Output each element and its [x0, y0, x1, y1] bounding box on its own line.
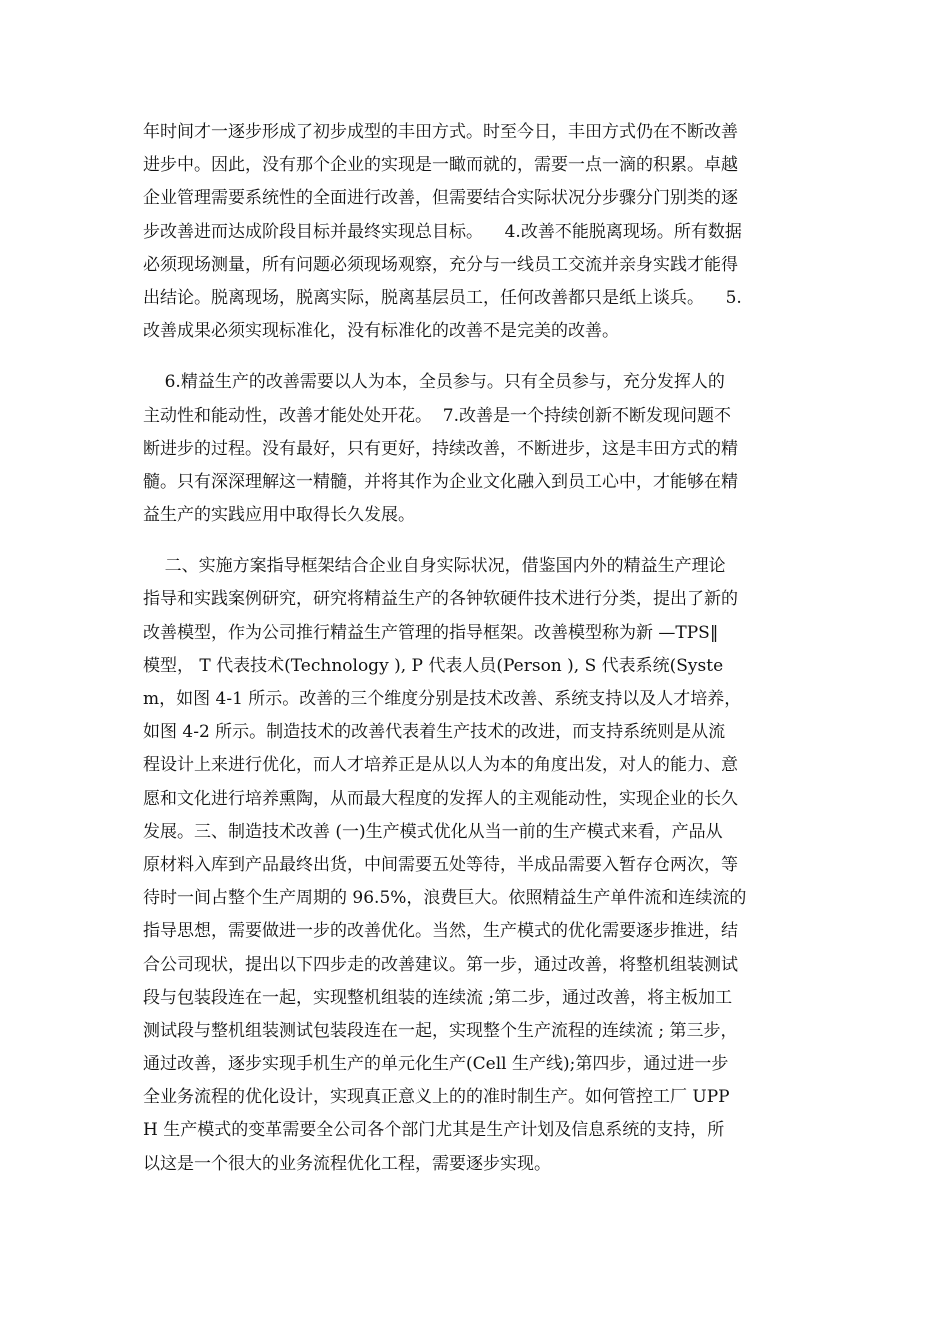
paragraph-gap [143, 532, 807, 550]
text-line: 年时间才一逐步形成了初步成型的丰田方式。时至今日，丰田方式仍在不断改善 [143, 122, 738, 142]
text-line: 合公司现状，提出以下四步走的改善建议。第一步，通过改善，将整机组装测试 [143, 954, 738, 975]
text-line: H 生产模式的变革需要全公司各个部门尤其是生产计划及信息系统的支持，所 [143, 1120, 725, 1141]
text-line: 步改善进而达成阶段目标并最终实现总目标。 4.改善不能脱离现场。所有数据 [143, 221, 742, 242]
text-line: 企业管理需要系统性的全面进行改善，但需要结合实际状况分步骤分门别类的逐 [143, 188, 738, 209]
text-line: 进步中。因此，没有那个企业的实现是一瞰而就的，需要一点一滴的积累。卓越 [143, 155, 738, 176]
text-line: 原材料入库到产品最终出货，中间需要五处等待，半成品需要入暂存仓两次，等 [143, 854, 738, 875]
text-line: 指导思想，需要做进一步的改善优化。当然，生产模式的优化需要逐步推进，结 [143, 921, 738, 942]
document-body [143, 116, 807, 1181]
text-line: 程设计上来进行优化，而人才培养正是从以人为本的角度出发，对人的能力、意 [143, 755, 738, 776]
text-line: 全业务流程的优化设计，实现真正意义上的的准时制生产。如何管控工厂 UPP [143, 1087, 730, 1108]
text-line: 必须现场测量，所有问题必须现场观察，充分与一线员工交流并亲身实践才能得 [143, 254, 738, 275]
text-line: 如图 4-2 所示。制造技术的改善代表着生产技术的改进，而支持系统则是从流 [143, 722, 726, 743]
text-line: m，如图 4-1 所示。改善的三个维度分别是技术改善、系统支持以及人才培养， [143, 689, 742, 709]
paragraph [143, 366, 807, 532]
paragraph [143, 116, 807, 348]
text-line: 模型， T 代表技术(Technology ), P 代表人员(Person ), S 代表系统(Syste [143, 655, 724, 676]
text-line: 指导和实践案例研究，研究将精益生产的各钟软硬件技术进行分类，提出了新的 [143, 589, 738, 610]
text-line: 愿和文化进行培养熏陶，从而最大程度的发挥人的主观能动性，实现企业的长久 [143, 788, 738, 809]
text-line: 测试段与整机组装测试包装段连在一起，实现整个生产流程的连续流 ; 第三步， [143, 1020, 738, 1041]
text-line: 待时一间占整个生产周期的 96.5%，浪费巨大。依照精益生产单件流和连续流的 [143, 888, 747, 909]
text-line: 6.精益生产的改善需要以人为本，全员参与。只有全员参与，充分发挥人的 [143, 372, 725, 393]
text-line: 益生产的实践应用中取得长久发展。 [143, 505, 415, 526]
text-line: 改善模型，作为公司推行精益生产管理的指导框架。改善模型称为新 —TPS‖ [143, 622, 719, 643]
text-line: 发展。三、制造技术改善 (一)生产模式优化从当一前的生产模式来看，产品从 [143, 821, 723, 842]
text-line: 段与包装段连在一起，实现整机组装的连续流 ;第二步，通过改善，将主板加工 [143, 987, 733, 1008]
text-line: 二、实施方案指导框架结合企业自身实际状况，借鉴国内外的精益生产理论 [143, 556, 726, 577]
text-line: 出结论。脱离现场，脱离实际，脱离基层员工，任何改善都只是纸上谈兵。 5. [143, 287, 742, 308]
text-line: 改善成果必须实现标准化，没有标准化的改善不是完美的改善。 [143, 321, 619, 342]
paragraph-gap [143, 348, 807, 366]
text-line: 髓。只有深深理解这一精髓，并将其作为企业文化融入到员工心中，才能够在精 [143, 471, 738, 492]
text-line: 以这是一个很大的业务流程优化工程，需要逐步实现。 [143, 1153, 551, 1174]
paragraph [143, 550, 807, 1181]
text-line: 通过改善，逐步实现手机生产的单元化生产(Cell 生产线);第四步，通过进一步 [143, 1054, 729, 1075]
text-line: 主动性和能动性，改善才能处处开花。 7.改善是一个持续创新不断发现问题不 [143, 405, 732, 426]
text-line: 断进步的过程。没有最好，只有更好，持续改善，不断进步，这是丰田方式的精 [143, 438, 738, 459]
